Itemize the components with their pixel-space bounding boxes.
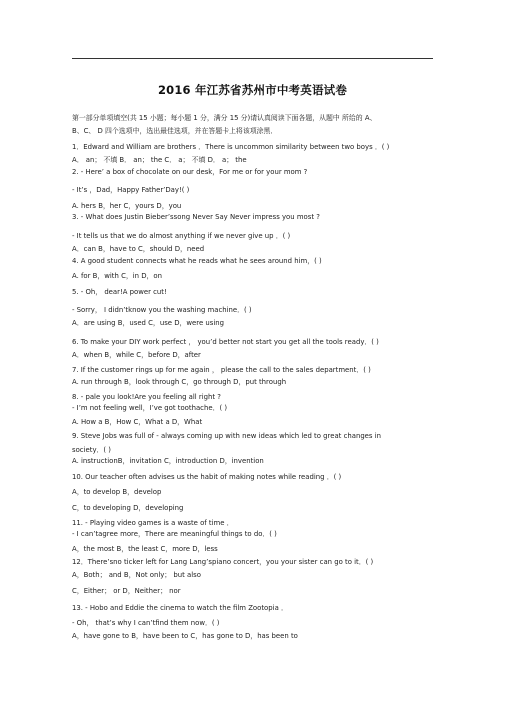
question-2-reply: - It’s ，Dad，Happy Father’Day!( ) [72, 186, 190, 194]
instructions-line-1: 第一部分单项填空(共 15 小题；每小题 1 分，满分 15 分)请认真阅读下面各题，从题中 所给的 A、 [72, 114, 377, 122]
question-2: 2. - Here’ a box of chocolate on our desk，For me or for your mom ? [72, 168, 308, 176]
question-13-options: A，have gone to B，have been to C，has gone to D，has been to [72, 632, 298, 640]
question-9: 9. Steve Jobs was full of - always coming up with new ideas which led to great changes in [72, 432, 381, 440]
question-10-options-a: A，to develop B，develop [72, 488, 162, 496]
question-11-options: A，the most B，the least C，more D，less [72, 545, 218, 553]
question-3: 3. - What does Justin Bieber’ssong Never Say Never impress you most ? [72, 213, 320, 221]
question-1: 1．Edward and William are brothers ．There is uncommon similarity between two boys ．( ) [72, 143, 390, 151]
question-8-reply: - I’m not feeling well，I’ve got toothache．( ) [72, 404, 228, 412]
question-8: 8. - pale you look!Are you feeling all right ? [72, 393, 221, 401]
question-7-options: A. run through B，look through C，go through D，put through [72, 378, 287, 386]
question-13-reply: - Oh， that’s why I can’tfind them now．( ) [72, 619, 220, 627]
question-1-options: A． an； 不填 B． an； the C． a； 不填 D． a； the [72, 156, 247, 164]
question-3-reply: - It tells us that we do almost anything if we never give up ．( ) [72, 232, 291, 240]
question-7: 7. If the customer rings up for me again ， please the call to the sales department．( ) [72, 366, 371, 374]
question-13: 13. - Hobo and Eddie the cinema to watch the film Zootopia ． [72, 604, 288, 612]
question-12: 12．There’sno ticker left for Lang Lang’spiano concert，you your sister can go to it．( ) [72, 558, 374, 566]
question-9-options: A. instructionB，invitation C，introduction D，invention [72, 457, 264, 465]
question-8-options: A. How a B，How C，What a D，What [72, 418, 203, 426]
header-rule [72, 58, 433, 59]
question-11: 11. - Playing video games is a waste of time ． [72, 519, 234, 527]
question-9-continued: society．( ) [72, 446, 111, 454]
question-6: 6. To make your DIY work perfect ， you’d better not start you get all the tools ready．( ) [72, 338, 379, 346]
instructions-line-2: B、C、 D 四个选项中，选出最佳选项，并在答题卡上将该项涂黑． [72, 127, 278, 135]
question-5-options: A．are using B，used C，use D，were using [72, 319, 225, 327]
question-3-options: A．can B，have to C，should D，need [72, 245, 205, 253]
question-2-options: A. hers B，her C，yours D，you [72, 202, 182, 210]
question-10-options-b: C，to developing D，developing [72, 504, 184, 512]
question-12-options-a: A，Both； and B，Not only； but also [72, 571, 201, 579]
question-11-reply: - I can’tagree more，There are meaningful things to do．( ) [72, 530, 277, 538]
question-5: 5. - Oh， dear!A power cut! [72, 288, 167, 296]
page-title: 2016 年江苏省苏州市中考英语试卷 [157, 83, 348, 97]
question-6-options: A．when B，while C，before D，after [72, 351, 201, 359]
question-10: 10. Our teacher often advises us the habit of making notes while reading ．( ) [72, 473, 342, 481]
question-5-reply: - Sorry， I didn’tknow you the washing machine．( ) [72, 306, 252, 314]
question-4: 4. A good student connects what he reads what he sees around him，( ) [72, 257, 322, 265]
question-12-options-b: C，Either； or D，Neither； nor [72, 587, 181, 595]
question-4-options: A. for B，with C，in D，on [72, 272, 163, 280]
